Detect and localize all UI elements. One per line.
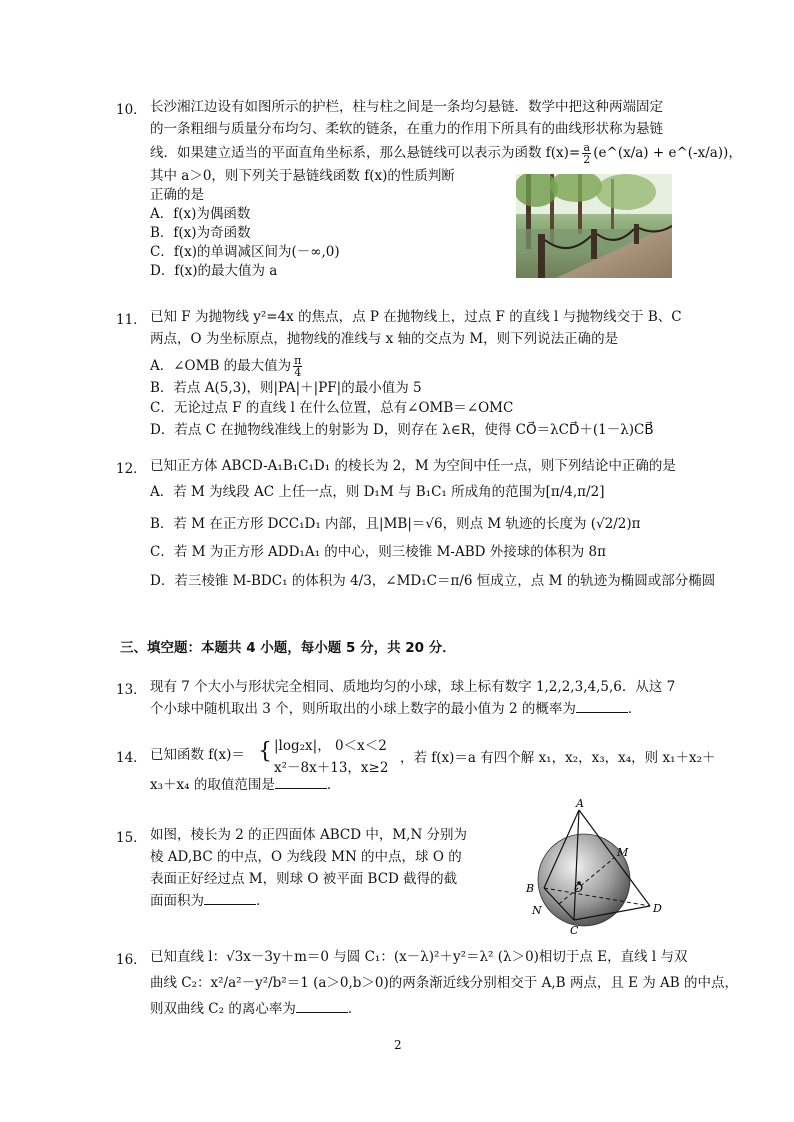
answer-blank: [576, 712, 628, 713]
q15-line3: 表面正好经过点 M，则球 O 被平面 BCD 截得的截: [150, 871, 458, 887]
q11-option-d: D．若点 C 在抛物线准线上的射影为 D，则存在 λ∈R，使得 CO⃗＝λCD⃗＋(1－λ)CB⃗: [150, 422, 654, 438]
railing-photo: [516, 174, 672, 278]
q14-post: ，若 f(x)＝a 有四个解 x₁，x₂，x₃，x₄，则 x₁＋x₂＋: [400, 750, 716, 766]
q12-number: 12．: [116, 461, 147, 477]
q11-option-a: [150, 355, 304, 378]
q10-line3-tail: (e^(x/a) + e^(-x/a))，: [593, 145, 742, 161]
q15-line1: 如图，棱长为 2 的正四面体 ABCD 中，M,N 分别为: [150, 827, 468, 843]
section-heading: 三、填空题：本题共 4 小题，每小题 5 分，共 20 分．: [120, 640, 456, 656]
q10-option-b: B．f(x)为奇函数: [150, 225, 251, 241]
label-b: B: [526, 882, 535, 895]
answer-blank: [275, 788, 327, 789]
q10-option-d: D．f(x)的最大值为 a: [150, 263, 278, 279]
q16-line1: 已知直线 l：√3x－3y＋m＝0 与圆 C₁：(x－λ)²＋y²＝λ² (λ＞0)相切于点 E，直线 l 与双: [150, 949, 688, 965]
q10-line3: [150, 142, 742, 165]
q14-pre: 已知函数 f(x)＝: [150, 747, 245, 763]
page-number: 2: [394, 1038, 402, 1052]
q10-line3-text: 线．如果建立适当的平面直角坐标系，那么悬链线可以表示为函数 f(x)=: [150, 145, 581, 161]
label-o: O: [574, 882, 584, 895]
answer-blank: [204, 904, 256, 905]
q12-option-a: A．若 M 为线段 AC 上任一点，则 D₁M 与 B₁C₁ 所成角的范围为[π/4,π/2]: [150, 484, 605, 500]
q14-case1: |log₂x|， 0＜x＜2: [274, 738, 387, 754]
q15-number: 15．: [116, 830, 147, 846]
q11-line2: 两点，O 为坐标原点，抛物线的准线与 x 轴的交点为 M，则下列说法正确的是: [150, 331, 619, 347]
label-m: M: [617, 846, 629, 859]
q13-number: 13．: [116, 682, 147, 698]
q13-line2: [150, 700, 641, 719]
q11-frac-pi-over-4: $\frac{\pi}{4}$: [294, 354, 302, 379]
q10-line2: 的一条粗细与质量分布均匀、柔软的链条，在重力的作用下所具有的曲线形状称为悬链: [150, 121, 663, 137]
q10-line1: 长沙湘江边设有如图所示的护栏，柱与柱之间是一条均匀悬链．数学中把这种两端固定: [150, 99, 663, 115]
q16-line3: [150, 1000, 361, 1019]
q16-number: 16．: [116, 952, 147, 968]
label-d: D: [653, 902, 662, 915]
q11-option-b: B．若点 A(5,3)，则|PA|＋|PF|的最小值为 5: [150, 380, 422, 396]
q10-line4: 其中 a＞0，则下列关于悬链线函数 f(x)的性质判断: [150, 168, 455, 184]
q14-brace: {: [258, 739, 272, 764]
label-c: C: [570, 924, 579, 937]
q10-line5: 正确的是: [150, 187, 204, 203]
q14-case2: x²－8x＋13，x≥2: [274, 760, 389, 776]
q12-option-b: B．若 M 在正方形 DCC₁D₁ 内部，且|MB|＝√6，则点 M 轨迹的长度为 (√2/2)π: [150, 516, 641, 532]
label-a: A: [576, 798, 584, 810]
q12-option-c: C．若 M 为正方形 ADD₁A₁ 的中心，则三棱锥 M-ABD 外接球的体积为 8π: [150, 544, 607, 560]
q15-line2: 棱 AD,BC 的中点，O 为线段 MN 的中点，球 O 的: [150, 849, 462, 865]
q15-line4-text: 面面积为: [150, 893, 204, 909]
answer-blank: [296, 1012, 348, 1013]
q16-line3-text: 则双曲线 C₂ 的离心率为: [150, 1001, 296, 1017]
q13-line2-end: ．: [627, 701, 642, 717]
q14-number: 14．: [116, 750, 147, 766]
tetrahedron-figure: [522, 798, 672, 938]
q15-line4-end: ．: [256, 893, 270, 909]
q10-frac-a-over-2: $\frac{a}{2}$: [583, 141, 591, 166]
q10-number: 10．: [116, 102, 147, 118]
q14-line2: [150, 776, 340, 795]
q11-line1: 已知 F 为抛物线 y²=4x 的焦点，点 P 在抛物线上，过点 F 的直线 l 与抛物线交于 B、C: [150, 309, 682, 325]
q10-option-c: C．f(x)的单调减区间为(－∞,0): [150, 244, 340, 260]
q14-line2-end: ．: [326, 777, 341, 793]
q11-option-a-text: A．∠OMB 的最大值为: [150, 358, 292, 374]
q10-option-a: A．f(x)为偶函数: [150, 206, 251, 222]
q11-option-c: C．无论过点 F 的直线 l 在什么位置，总有∠OMB＝∠OMC: [150, 400, 514, 416]
q15-line4: [150, 892, 270, 911]
label-n: N: [532, 904, 542, 917]
q11-number: 11．: [116, 312, 147, 328]
q13-line1: 现有 7 个大小与形状完全相同、质地均匀的小球，球上标有数字 1,2,2,3,4,5,6．从这 7: [150, 679, 676, 695]
q13-line2-text: 个小球中随机取出 3 个，则所取出的小球上数字的最小值为 2 的概率为: [150, 701, 576, 717]
q12-line1: 已知正方体 ABCD-A₁B₁C₁D₁ 的棱长为 2，M 为空间中任一点，则下列结论中正确的是: [150, 458, 676, 474]
q16-line2: 曲线 C₂：x²/a²－y²/b²＝1 (a＞0,b＞0)的两条渐近线分别相交于 A,B 两点，且 E 为 AB 的中点，: [150, 975, 739, 991]
q12-option-d: D．若三棱锥 M-BDC₁ 的体积为 4/3，∠MD₁C＝π/6 恒成立，点 M 的轨迹为椭圆或部分椭圆: [150, 573, 716, 589]
q14-line2-text: x₃＋x₄ 的取值范围是: [150, 777, 275, 793]
q16-line3-end: ．: [347, 1001, 362, 1017]
